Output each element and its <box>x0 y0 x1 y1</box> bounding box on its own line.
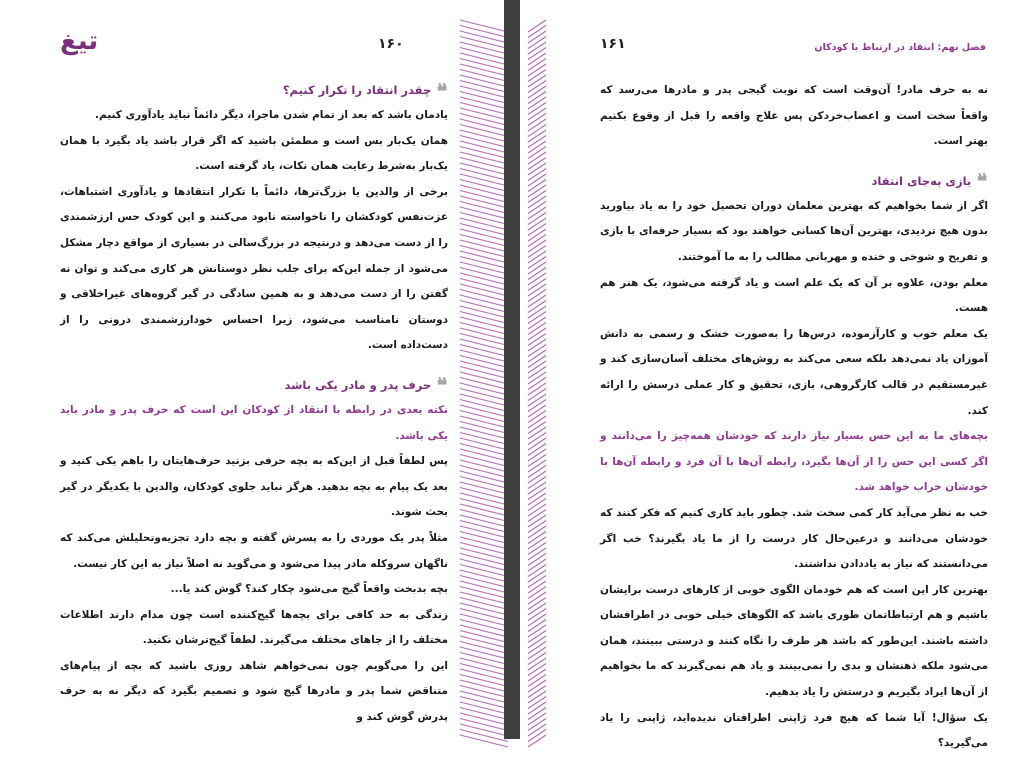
chevron-stroke-left <box>460 103 508 115</box>
chevron-stroke-right <box>528 482 546 494</box>
chevron-stroke-left <box>460 367 508 379</box>
chevron-stroke-right <box>528 576 546 588</box>
chevron-stroke-left <box>460 268 508 280</box>
chevron-stroke-left <box>460 713 508 725</box>
chevron-stroke-right <box>528 64 546 76</box>
chevron-stroke-left <box>460 647 508 659</box>
chevron-stroke-left <box>460 136 508 148</box>
section-heading <box>60 78 448 103</box>
chevron-stroke-left <box>460 383 508 395</box>
chevron-stroke-right <box>528 262 546 274</box>
chevron-stroke-left <box>460 592 508 604</box>
chevron-stroke-left <box>460 697 508 709</box>
chevron-stroke-right <box>528 730 546 742</box>
chevron-stroke-left <box>460 730 508 742</box>
chevron-stroke-left <box>460 422 508 434</box>
chevron-stroke-right <box>528 488 546 500</box>
chevron-stroke-right <box>528 664 546 676</box>
chevron-stroke-left <box>460 504 508 516</box>
chevron-stroke-right <box>528 438 546 450</box>
highlighted-paragraph: بچه‌های ما به این حس بسیار نیاز دارند که خودشان همه‌چیز را می‌دانند و اگر کسی این حس را از آن‌ها بگیرد، رابطه آن‌ها با آن فرد و رابطه آن‌ها با خودشان خراب خواهد شد. <box>600 430 988 494</box>
chevron-stroke-left <box>460 653 508 665</box>
chevron-stroke-left <box>460 42 508 54</box>
paragraph: خب به نظر می‌آید کار کمی سخت شد. چطور باید کاری کنیم که فکر کنند که خودشان می‌دانند و درعین‌حال کار درست را از ما یاد بگیرند؟ خب اگر می‌دانستند که نیاز به یاددادن نداشتند. <box>600 506 988 571</box>
chevron-stroke-right <box>528 86 546 98</box>
chevron-stroke-right <box>528 592 546 604</box>
chevron-stroke-left <box>460 587 508 599</box>
chevron-stroke-right <box>528 301 546 313</box>
chevron-stroke-right <box>528 75 546 87</box>
chevron-stroke-right <box>528 587 546 599</box>
paragraph: یک معلم خوب و کارآزموده، درس‌ها را به‌صورت خشک و رسمی به دانش آموزان یاد نمی‌دهد بلکه سعی می‌کند به روش‌های مختلف آسان‌سازی کند و غیرمستقیم در قالب کارگروهی، بازی، تحقیق و کار عملی درسش را ارائه کند. <box>600 327 988 417</box>
chevron-stroke-left <box>460 339 508 351</box>
chevron-stroke-left <box>460 196 508 208</box>
chevron-stroke-right <box>528 108 546 120</box>
chevron-stroke-right <box>528 669 546 681</box>
chevron-stroke-right <box>528 306 546 318</box>
right-page <box>548 0 1024 750</box>
chevron-stroke-left <box>460 37 508 49</box>
chevron-stroke-right <box>528 521 546 533</box>
chevron-stroke-left <box>460 306 508 318</box>
chevron-stroke-left <box>460 493 508 505</box>
chevron-stroke-right <box>528 581 546 593</box>
paragraph: بهترین کار این است که هم خودمان الگوی خوبی از کارهای درست برایشان باشیم و هم ارتباطاتمان طوری باشد که الگوهای خیلی خوبی در اطرافشان داشته باشند. این‌طور که باشد هر طرف را نگاه کنند و درستی ببینند، همان می‌شود ملکه ذهنشان و بدی را نمی‌بینند و یاد هم نمی‌گیرند که ما بخواهیم از آن‌ها ایراد بگیریم و درستش را یاد بدهیم. <box>600 583 988 699</box>
chevron-stroke-right <box>528 609 546 621</box>
chevron-stroke-right <box>528 515 546 527</box>
chevron-stroke-left <box>460 735 508 747</box>
chevron-stroke-right <box>528 141 546 153</box>
chevron-stroke-right <box>528 686 546 698</box>
section-heading <box>600 169 988 194</box>
chevron-stroke-right <box>528 251 546 263</box>
chevron-stroke-right <box>528 532 546 544</box>
chevron-stroke-right <box>528 361 546 373</box>
paragraph: نه به حرف مادر! آن‌وقت است که نوبت گیجی پدر و مادرها می‌رسد که واقعاً سخت است و اعصاب‌خردکن پس علاج واقعه را قبل از وقوع بکنیم بهتر است. <box>600 84 988 148</box>
chevron-stroke-right <box>528 394 546 406</box>
chevron-stroke-right <box>528 339 546 351</box>
chevron-stroke-right <box>528 224 546 236</box>
chevron-stroke-right <box>528 658 546 670</box>
chevron-stroke-right <box>528 455 546 467</box>
chevron-stroke-left <box>460 499 508 511</box>
chevron-stroke-left <box>460 603 508 615</box>
chevron-stroke-right <box>528 356 546 368</box>
chevron-stroke-left <box>460 356 508 368</box>
chevron-stroke-left <box>460 180 508 192</box>
chevron-stroke-left <box>460 554 508 566</box>
chevron-stroke-left <box>460 686 508 698</box>
chevron-stroke-right <box>528 603 546 615</box>
chevron-stroke-left <box>460 213 508 225</box>
chevron-stroke-right <box>528 713 546 725</box>
highlighted-paragraph: نکته بعدی در رابطه با انتقاد از کودکان این است که حرف پدر و مادر باید یکی باشد. <box>60 403 448 442</box>
chevron-stroke-right <box>528 383 546 395</box>
paragraph: اگر از شما بخواهیم که بهترین معلمان دوران تحصیل خود را به یاد بیاورید بدون هیچ تردیدی، بهترین آن‌ها کسانی خواهند بود که بسیار حرفه‌ای با بازی و تفریح و شوخی و خنده و مهربانی مطالب را به ما آموختند. <box>600 199 988 263</box>
chevron-stroke-right <box>528 70 546 82</box>
chevron-stroke-left <box>460 235 508 247</box>
chevron-stroke-left <box>460 438 508 450</box>
paragraph: یک سؤال! آیا شما که هیچ فرد ژاپنی اطرافتان ندیده‌اید، ژاپنی را یاد می‌گیرید؟ <box>600 711 988 750</box>
chevron-stroke-right <box>528 614 546 626</box>
chevron-stroke-right <box>528 719 546 731</box>
chevron-stroke-left <box>460 152 508 164</box>
chevron-stroke-right <box>528 411 546 423</box>
chevron-stroke-left <box>460 543 508 555</box>
paragraph: پس لطفاً قبل از این‌که به بچه حرفی بزنید حرف‌هایتان را باهم یکی کنید و بعد یک پیام به بچه بدهید. هرگز نباید جلوی کودکان، والدین با یکدیگر در گیر بحث شوند. <box>60 455 448 519</box>
chevron-stroke-left <box>460 488 508 500</box>
chevron-stroke-right <box>528 345 546 357</box>
gutter-decoration <box>458 0 548 739</box>
chevron-stroke-left <box>460 273 508 285</box>
chevron-stroke-left <box>460 526 508 538</box>
chevron-stroke-left <box>460 515 508 527</box>
chevron-stroke-right <box>528 103 546 115</box>
chevron-stroke-right <box>528 323 546 335</box>
paragraph: همان یک‌بار بس است و مطمئن باشید که اگر قرار باشد یاد بگیرد با همان یک‌بار به‌شرط رعایت همان نکات، یاد گرفته است. <box>60 134 448 173</box>
chevron-stroke-left <box>460 20 508 32</box>
chevron-stroke-right <box>528 735 546 747</box>
chevron-stroke-right <box>528 257 546 269</box>
chevron-stroke-left <box>460 669 508 681</box>
chevron-stroke-left <box>460 240 508 252</box>
paragraph: یادمان باشد که بعد از تمام شدن ماجرا، دیگر دائماً نباید یادآوری کنیم. <box>94 109 448 121</box>
chevron-stroke-left <box>460 119 508 131</box>
chevron-stroke-right <box>528 625 546 637</box>
chevron-stroke-left <box>460 229 508 241</box>
chevron-stroke-right <box>528 196 546 208</box>
chevron-stroke-left <box>460 328 508 340</box>
chevron-stroke-left <box>460 565 508 577</box>
chevron-stroke-right <box>528 598 546 610</box>
chevron-stroke-right <box>528 372 546 384</box>
section-heading-text: حرف پدر و مادر یکی باشد <box>284 377 432 392</box>
chevron-stroke-right <box>528 268 546 280</box>
chevron-stroke-left <box>460 130 508 142</box>
chevron-stroke-left <box>460 158 508 170</box>
chevron-stroke-right <box>528 675 546 687</box>
chevron-stroke-left <box>460 70 508 82</box>
chevron-stroke-right <box>528 312 546 324</box>
chevron-stroke-right <box>528 152 546 164</box>
chevron-stroke-left <box>460 31 508 43</box>
chevron-stroke-left <box>460 48 508 60</box>
chevron-stroke-left <box>460 279 508 291</box>
chevron-stroke-right <box>528 405 546 417</box>
chevron-stroke-left <box>460 581 508 593</box>
chevron-stroke-left <box>460 400 508 412</box>
chevron-stroke-right <box>528 422 546 434</box>
chevron-stroke-right <box>528 119 546 131</box>
chevron-stroke-left <box>460 576 508 588</box>
chevron-stroke-left <box>460 548 508 560</box>
book-spine <box>504 0 520 739</box>
chevron-stroke-right <box>528 466 546 478</box>
chevron-stroke-right <box>528 471 546 483</box>
chevron-stroke-right <box>528 158 546 170</box>
chevron-stroke-left <box>460 433 508 445</box>
chevron-stroke-right <box>528 180 546 192</box>
chevron-stroke-right <box>528 493 546 505</box>
chevron-stroke-right <box>528 42 546 54</box>
chevron-stroke-left <box>460 702 508 714</box>
chevron-stroke-left <box>460 460 508 472</box>
chevron-stroke-left <box>460 559 508 571</box>
chevron-stroke-right <box>528 97 546 109</box>
paragraph: زندگی به حد کافی برای بچه‌ها گیج‌کننده است چون مدام دارند اطلاعات مختلف را از جاهای مختلف می‌گیرند. لطفاً گیج‌ترشان نکنید. <box>60 608 448 647</box>
chevron-stroke-left <box>460 191 508 203</box>
chevron-stroke-right <box>528 570 546 582</box>
chevron-stroke-right <box>528 191 546 203</box>
chevron-stroke-left <box>460 532 508 544</box>
chevron-stroke-left <box>460 631 508 643</box>
chevron-stroke-left <box>460 471 508 483</box>
chevron-stroke-left <box>460 372 508 384</box>
chevron-stroke-right <box>528 174 546 186</box>
chevron-stroke-left <box>460 614 508 626</box>
chevron-stroke-right <box>528 207 546 219</box>
section-heading-text: چقدر انتقاد را تکرار کنیم؟ <box>282 83 432 97</box>
chevron-stroke-left <box>460 675 508 687</box>
chevron-stroke-right <box>528 477 546 489</box>
chevron-stroke-right <box>528 136 546 148</box>
chevron-stroke-left <box>460 251 508 263</box>
chevron-stroke-right <box>528 328 546 340</box>
chevron-stroke-right <box>528 680 546 692</box>
chevron-stroke-left <box>460 334 508 346</box>
chevron-stroke-right <box>528 290 546 302</box>
chevron-stroke-left <box>460 125 508 137</box>
chevron-stroke-right <box>528 26 546 38</box>
chevron-stroke-right <box>528 636 546 648</box>
chevron-stroke-left <box>460 455 508 467</box>
chevron-stroke-right <box>528 218 546 230</box>
chevron-stroke-right <box>528 350 546 362</box>
chevron-stroke-left <box>460 411 508 423</box>
chevron-stroke-right <box>528 504 546 516</box>
chevron-stroke-right <box>528 235 546 247</box>
chevron-stroke-right <box>528 499 546 511</box>
chevron-stroke-left <box>460 108 508 120</box>
chevron-stroke-left <box>460 664 508 676</box>
chevron-stroke-left <box>460 202 508 214</box>
chevron-stroke-right <box>528 400 546 412</box>
chevron-stroke-right <box>528 273 546 285</box>
chevron-stroke-right <box>528 213 546 225</box>
right-page-content <box>600 78 988 757</box>
chevron-stroke-right <box>528 130 546 142</box>
chevron-stroke-right <box>528 378 546 390</box>
chevron-stroke-right <box>528 537 546 549</box>
running-head: فصل نهم: انتقاد در ارتباط با کودکان <box>814 42 986 53</box>
chevron-stroke-left <box>460 114 508 126</box>
chevron-stroke-left <box>460 81 508 93</box>
chevron-stroke-left <box>460 405 508 417</box>
section-heading <box>60 373 448 398</box>
chevron-stroke-right <box>528 565 546 577</box>
chevron-stroke-left <box>460 350 508 362</box>
chevron-stroke-right <box>528 92 546 104</box>
chevron-stroke-right <box>528 125 546 137</box>
chevron-stroke-right <box>528 416 546 428</box>
chevron-stroke-left <box>460 537 508 549</box>
chevron-stroke-right <box>528 444 546 456</box>
chevron-stroke-left <box>460 174 508 186</box>
chevron-stroke-left <box>460 719 508 731</box>
chevron-stroke-left <box>460 642 508 654</box>
chevron-stroke-left <box>460 86 508 98</box>
chevron-stroke-right <box>528 367 546 379</box>
chevron-stroke-left <box>460 26 508 38</box>
chevron-stroke-right <box>528 642 546 654</box>
chevron-stroke-right <box>528 59 546 71</box>
double-quote-icon: ❝ <box>437 373 448 398</box>
chevron-stroke-left <box>460 141 508 153</box>
chevron-stroke-left <box>460 92 508 104</box>
left-page-content <box>60 78 448 731</box>
chevron-stroke-right <box>528 702 546 714</box>
chevron-stroke-left <box>460 636 508 648</box>
chevron-stroke-left <box>460 295 508 307</box>
chevron-stroke-right <box>528 510 546 522</box>
chevron-stroke-left <box>460 64 508 76</box>
chevron-stroke-right <box>528 543 546 555</box>
chevron-stroke-right <box>528 433 546 445</box>
chevron-stroke-left <box>460 724 508 736</box>
chevron-stroke-right <box>528 389 546 401</box>
chevron-stroke-left <box>460 691 508 703</box>
chevron-stroke-right <box>528 449 546 461</box>
chevron-stroke-right <box>528 631 546 643</box>
chevron-stroke-right <box>528 20 546 32</box>
chevron-stroke-left <box>460 570 508 582</box>
chevron-stroke-right <box>528 163 546 175</box>
page-number: ۱۶۰ <box>378 36 404 52</box>
chevron-stroke-right <box>528 620 546 632</box>
chevron-stroke-left <box>460 207 508 219</box>
paragraph: بچه بدبخت واقعاً گیج می‌شود چکار کند؟ گوش کند یا... <box>170 583 448 596</box>
chevron-stroke-left <box>460 361 508 373</box>
chevron-stroke-left <box>460 317 508 329</box>
chevron-stroke-right <box>528 48 546 60</box>
chevron-stroke-right <box>528 427 546 439</box>
chevron-stroke-left <box>460 323 508 335</box>
chevron-stroke-right <box>528 647 546 659</box>
chevron-stroke-left <box>460 169 508 181</box>
chevron-stroke-left <box>460 290 508 302</box>
chevron-stroke-left <box>460 449 508 461</box>
chevron-stroke-right <box>528 548 546 560</box>
chevron-pattern <box>458 0 548 739</box>
chevron-stroke-left <box>460 389 508 401</box>
chevron-stroke-right <box>528 284 546 296</box>
paragraph: این را می‌گویم چون نمی‌خواهم شاهد روزی باشید که بچه از پیام‌های متناقض شما پدر و مادرها گیج شود و تصمیم بگیرد که دیگر نه به حرف پدرش گوش کند و <box>60 659 448 724</box>
chevron-stroke-right <box>528 81 546 93</box>
chevron-stroke-left <box>460 510 508 522</box>
chevron-stroke-right <box>528 147 546 159</box>
chevron-stroke-right <box>528 559 546 571</box>
chevron-stroke-left <box>460 620 508 632</box>
page-number: ۱۶۱ <box>600 36 626 52</box>
paragraph: برخی از والدین یا بزرگ‌ترها، دائماً با تکرار انتقادها و یادآوری اشتباهات، عزت‌نفس کودکشان را ناخواسته نابود می‌کنند و این کودک حس ارزشمندی را از دست می‌دهد و درنتیجه در بزرگ‌سالی در بسیاری از مواقع دچار مشکل می‌شود از جمله این‌که برای جلب نظر دوستانش هر کاری می‌کند و توان نه گفتن را از دست می‌دهد و به همین سادگی در گیر گروه‌های غیراخلاقی و دوستان نامناسب می‌شود، زیرا احساس خودارزشمندی درونی را از دست‌داده است. <box>60 185 448 352</box>
chevron-stroke-right <box>528 460 546 472</box>
paragraph: معلم بودن، علاوه بر آن که یک علم است و یاد گرفته می‌شود، یک هنر هم هست. <box>600 276 988 315</box>
chevron-stroke-right <box>528 697 546 709</box>
chevron-stroke-left <box>460 708 508 720</box>
chevron-stroke-right <box>528 526 546 538</box>
chevron-stroke-left <box>460 345 508 357</box>
chevron-stroke-left <box>460 224 508 236</box>
left-page <box>0 0 458 739</box>
chevron-stroke-right <box>528 708 546 720</box>
chevron-stroke-left <box>460 284 508 296</box>
chevron-stroke-left <box>460 301 508 313</box>
chevron-stroke-left <box>460 147 508 159</box>
chevron-stroke-right <box>528 185 546 197</box>
chevron-stroke-left <box>460 680 508 692</box>
chevron-stroke-left <box>460 312 508 324</box>
chevron-stroke-left <box>460 466 508 478</box>
chevron-stroke-right <box>528 334 546 346</box>
chevron-stroke-left <box>460 75 508 87</box>
chevron-stroke-right <box>528 653 546 665</box>
chevron-stroke-left <box>460 598 508 610</box>
chevron-stroke-right <box>528 37 546 49</box>
chevron-stroke-left <box>460 625 508 637</box>
chevron-stroke-left <box>460 378 508 390</box>
chevron-stroke-right <box>528 53 546 65</box>
chevron-stroke-left <box>460 246 508 258</box>
chevron-stroke-left <box>460 521 508 533</box>
chevron-stroke-right <box>528 554 546 566</box>
chevron-stroke-right <box>528 246 546 258</box>
chevron-stroke-right <box>528 240 546 252</box>
chevron-stroke-right <box>528 114 546 126</box>
double-quote-icon: ❝ <box>437 78 448 103</box>
chevron-stroke-left <box>460 257 508 269</box>
chevron-stroke-left <box>460 59 508 71</box>
chevron-stroke-left <box>460 482 508 494</box>
chevron-stroke-right <box>528 691 546 703</box>
chevron-stroke-left <box>460 477 508 489</box>
chevron-stroke-left <box>460 53 508 65</box>
chevron-stroke-right <box>528 169 546 181</box>
chevron-stroke-left <box>460 185 508 197</box>
chevron-stroke-right <box>528 295 546 307</box>
chevron-stroke-left <box>460 427 508 439</box>
chevron-stroke-left <box>460 218 508 230</box>
chevron-stroke-left <box>460 163 508 175</box>
publisher-logo: تیغ <box>60 26 99 56</box>
chevron-stroke-left <box>460 394 508 406</box>
chevron-stroke-left <box>460 97 508 109</box>
chevron-stroke-right <box>528 202 546 214</box>
chevron-stroke-right <box>528 317 546 329</box>
chevron-stroke-right <box>528 229 546 241</box>
paragraph: مثلاً پدر یک موردی را به پسرش گفته و بچه دارد تجزیه‌وتحلیلش می‌کند که ناگهان سروکله مادر پیدا می‌شود و می‌گوید نه اصلاً نیاز به این کار نیست. <box>60 531 448 570</box>
chevron-stroke-left <box>460 262 508 274</box>
chevron-stroke-left <box>460 658 508 670</box>
chevron-stroke-left <box>460 609 508 621</box>
chevron-stroke-right <box>528 724 546 736</box>
chevron-stroke-left <box>460 416 508 428</box>
chevron-stroke-right <box>528 31 546 43</box>
double-quote-icon: ❝ <box>977 169 988 194</box>
chevron-stroke-left <box>460 444 508 456</box>
chevron-stroke-right <box>528 279 546 291</box>
section-heading-text: بازی به‌جای انتقاد <box>871 173 972 188</box>
